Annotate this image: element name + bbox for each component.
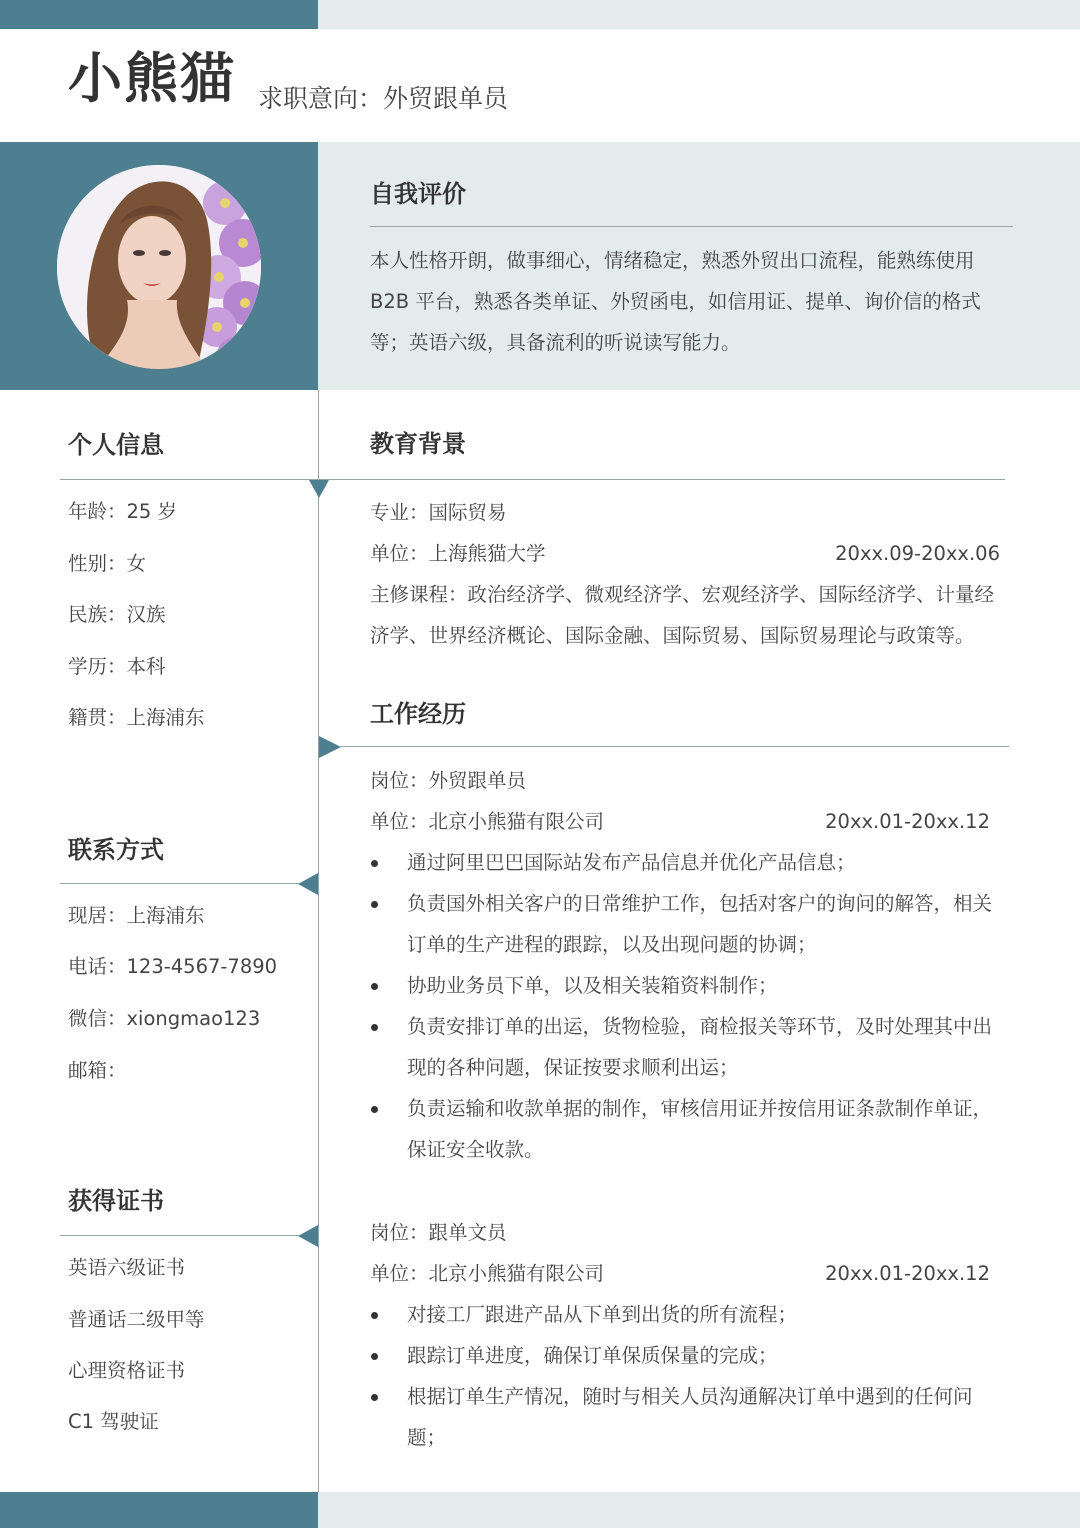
avatar <box>57 165 261 369</box>
top-light-bar <box>318 0 1080 29</box>
cert-item: 英语六级证书 <box>68 1256 186 1279</box>
self-eval-divider <box>370 226 1013 227</box>
education-major: 专业：国际贸易 <box>370 501 507 524</box>
contact-address: 现居：上海浦东 <box>68 904 205 927</box>
column-divider <box>318 390 319 1492</box>
avatar-photo <box>57 165 261 369</box>
duty-item: 负责国外相关客户的日常维护工作，包括对客户的询问的解答，相关订单的生产进程的跟踪，以及出现问题的协调； <box>370 883 1010 965</box>
timeline-marker <box>319 736 341 758</box>
self-eval-line: B2B 平台，熟悉各类单证、外贸函电，如信用证、提单、询价信的格式 <box>370 290 981 313</box>
job1-company-row <box>370 812 990 832</box>
courses-line: 济学、世界经济概论、国际金融、国际贸易、国际贸易理论与政策等。 <box>370 624 975 647</box>
education-courses <box>370 574 1015 656</box>
job1-duties <box>370 842 1010 1170</box>
job2-duties <box>370 1294 1010 1458</box>
candidate-name: 小熊猫 <box>68 47 236 110</box>
duty-item: 协助业务员下单，以及相关装箱资料制作； <box>370 965 1010 1006</box>
job-intent: 求职意向：外贸跟单员 <box>258 84 509 113</box>
job2-date: 20xx.01-20xx.12 <box>825 1262 990 1285</box>
bottom-accent-bar <box>0 1492 318 1528</box>
courses-line: 主修课程：政治经济学、微观经济学、宏观经济学、国际经济学、计量经 <box>370 583 995 606</box>
timeline-marker <box>298 1225 318 1247</box>
education-school: 单位：上海熊猫大学 <box>370 542 546 565</box>
job2-company: 单位：北京小熊猫有限公司 <box>370 1262 605 1285</box>
job1-company: 单位：北京小熊猫有限公司 <box>370 810 605 833</box>
timeline-marker <box>309 480 329 498</box>
education-school-row <box>370 544 1000 564</box>
self-eval-line: 等；英语六级，具备流利的听说读写能力。 <box>370 331 741 354</box>
certs-divider <box>60 1235 300 1236</box>
personal-info-title: 个人信息 <box>68 431 164 459</box>
education-divider <box>318 479 1005 480</box>
self-eval-text <box>370 240 1010 363</box>
cert-item: 普通话二级甲等 <box>68 1308 205 1331</box>
contact-divider <box>60 883 300 884</box>
duty-item: 对接工厂跟进产品从下单到出货的所有流程； <box>370 1294 1010 1335</box>
self-eval-line: 本人性格开朗，做事细心，情绪稳定，熟悉外贸出口流程，能熟练使用 <box>370 249 975 272</box>
info-gender: 性别：女 <box>68 552 147 575</box>
contact-email: 邮箱： <box>68 1059 127 1082</box>
duty-item: 跟踪订单进度，确保订单保质保量的完成； <box>370 1335 1010 1376</box>
certs-title: 获得证书 <box>68 1187 164 1215</box>
duty-item: 负责运输和收款单据的制作，审核信用证并按信用证条款制作单证，保证安全收款。 <box>370 1088 1010 1170</box>
top-accent-bar <box>0 0 318 29</box>
contact-title: 联系方式 <box>68 836 164 864</box>
contact-wechat: 微信：xiongmao123 <box>68 1007 261 1030</box>
cert-item: 心理资格证书 <box>68 1359 186 1382</box>
duty-item: 负责安排订单的出运，货物检验，商检报关等环节，及时处理其中出现的各种问题，保证按要求顺利出运； <box>370 1006 1010 1088</box>
education-date: 20xx.09-20xx.06 <box>835 542 1000 565</box>
info-ethnicity: 民族：汉族 <box>68 603 166 626</box>
timeline-marker <box>298 873 318 895</box>
info-age: 年龄：25 岁 <box>68 500 178 523</box>
bottom-light-bar <box>318 1492 1080 1528</box>
duty-item: 通过阿里巴巴国际站发布产品信息并优化产品信息； <box>370 842 1010 883</box>
self-eval-title: 自我评价 <box>370 180 466 208</box>
work-title: 工作经历 <box>370 700 466 728</box>
personal-info-divider <box>60 479 318 480</box>
work-divider <box>340 746 1009 747</box>
duty-item: 根据订单生产情况，随时与相关人员沟通解决订单中遇到的任何问题； <box>370 1376 1010 1458</box>
education-title: 教育背景 <box>370 430 466 458</box>
contact-phone: 电话：123-4567-7890 <box>68 955 278 978</box>
job1-position: 岗位：外贸跟单员 <box>370 769 527 792</box>
job2-position: 岗位：跟单文员 <box>370 1221 507 1244</box>
info-hometown: 籍贯：上海浦东 <box>68 706 205 729</box>
info-education: 学历：本科 <box>68 655 166 678</box>
job1-date: 20xx.01-20xx.12 <box>825 810 990 833</box>
job2-company-row <box>370 1264 990 1284</box>
cert-item: C1 驾驶证 <box>68 1410 159 1433</box>
